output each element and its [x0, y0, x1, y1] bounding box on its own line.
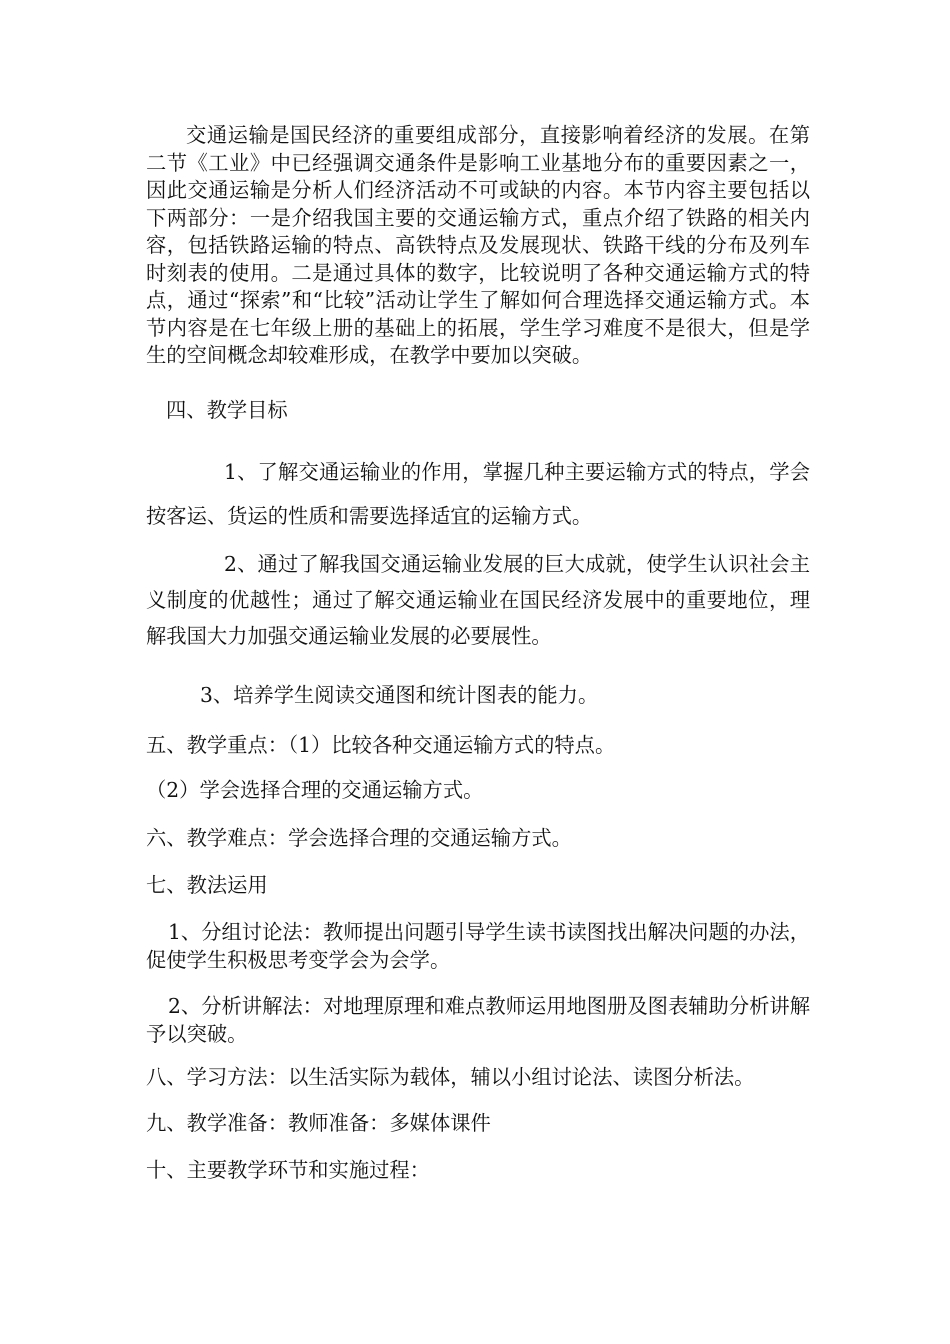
section-preparation: 九、教学准备：教师准备：多媒体课件	[146, 1111, 491, 1135]
section-learning-methods: 八、学习方法：以生活实际为载体，辅以小组讨论法、读图分析法。	[146, 1065, 755, 1089]
goal-item-2: 2、通过了解我国交通运输业发展的巨大成就，使学生认识社会主义制度的优越性；通过了解交通运输业在国民经济发展中的重要地位，理解我国大力加强交通运输业发展的必要展性。	[146, 552, 810, 648]
method-item-2: 2、分析讲解法：对地理原理和难点教师运用地图册及图表辅助分析讲解予以突破。	[146, 994, 810, 1046]
section-heading-methods: 七、教法运用	[146, 873, 268, 897]
goal-item-3: 3、培养学生阅读交通图和统计图表的能力。	[200, 683, 599, 707]
method-item-1: 1、分组讨论法：教师提出问题引导学生读书读图找出解决问题的办法，促使学生积极思考变学会为会学。	[146, 920, 810, 972]
section-heading-process: 十、主要教学环节和实施过程：	[146, 1158, 430, 1182]
intro-paragraph: 交通运输是国民经济的重要组成部分，直接影响着经济的发展。在第二节《工业》中已经强调交通条件是影响工业基地分布的重要因素之一，因此交通运输是分析人们经济活动不可或缺的内容。本节内容主要包括以下两部分：一是介绍我国主要的交通运输方式，重点介绍了铁路的相关内容，包括铁路运输的特点、高铁特点及发展现状、铁路干线的分布及列车时刻表的使用。二是通过具体的数字，比较说明了各种交通运输方式的特点，通过“探索”和“比较”活动让学生了解如何合理选择交通运输方式。本节内容是在七年级上册的基础上的拓展，学生学习难度不是很大，但是学生的空间概念却较难形成，在教学中要加以突破。	[146, 123, 810, 367]
goal-item-1: 1、了解交通运输业的作用，掌握几种主要运输方式的特点，学会按客运、货运的性质和需要选择适宜的运输方式。	[146, 460, 810, 528]
key-point-item-2: （2）学会选择合理的交通运输方式。	[146, 778, 484, 802]
section-heading-goals: 四、教学目标	[166, 398, 288, 422]
section-difficulties: 六、教学难点：学会选择合理的交通运输方式。	[146, 826, 572, 850]
section-key-points: 五、教学重点：（1）比较各种交通运输方式的特点。	[146, 733, 616, 757]
